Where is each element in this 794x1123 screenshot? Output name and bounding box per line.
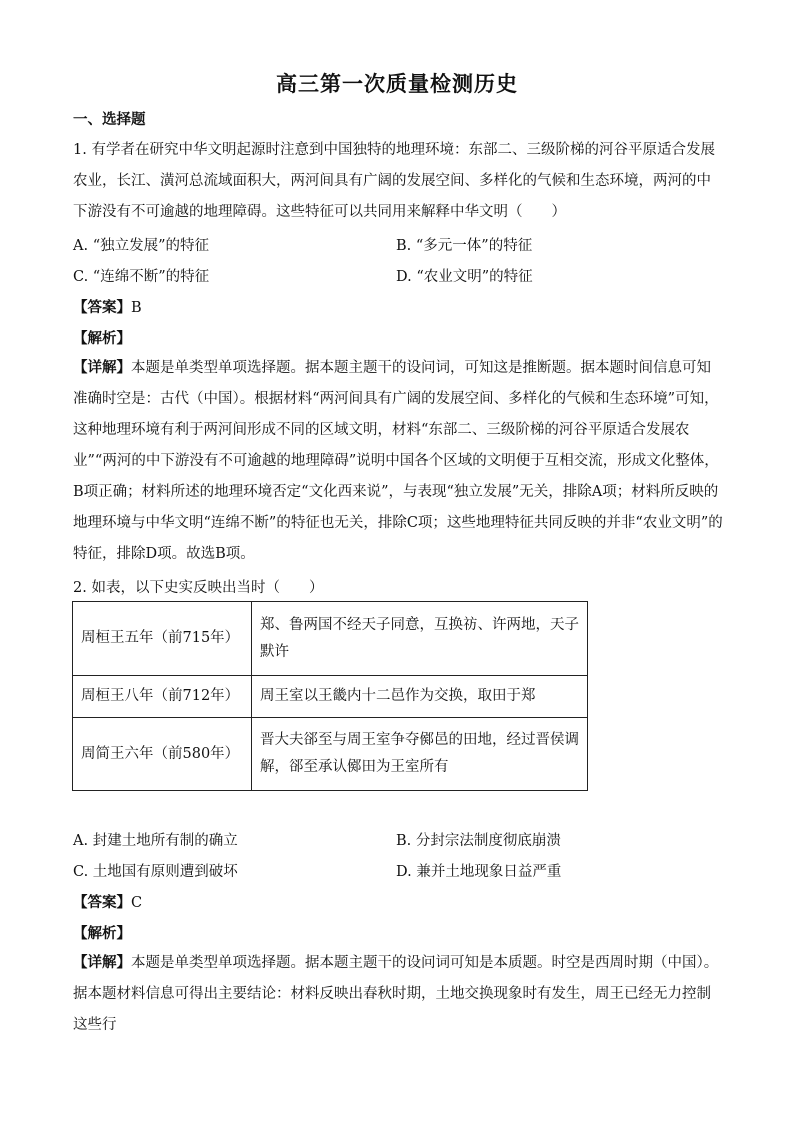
question-2-analysis-tag: 【解析】 <box>73 925 131 942</box>
question-1-analysis-tag: 【解析】 <box>73 330 131 347</box>
detail-text: 本题是单类型单项选择题。据本题主题干的设问词可知是本质题。时空是西周时期（中国）。据本题材料信息可得出主要结论：材料反映出春秋时期，土地交换现象时有发生，周王已经无力控制这些行 <box>73 955 719 1033</box>
answer-value: B <box>131 300 142 316</box>
table-cell-event: 周王室以王畿内十二邑作为交换，取田于郑 <box>252 676 588 718</box>
question-1-stem: 1. 有学者在研究中华文明起源时注意到中国独特的地理环境：东部二、三级阶梯的河谷平原适合发展农业，长江、潢河总流域面积大，两河间具有广阔的发展空间、多样化的气候和生态环境，两河的中下游没有不可逾越的地理障碍。这些特征可以共同用来解释中华文明（ ） <box>73 142 715 220</box>
question-1-option-a: A. “独立发展”的特征 <box>73 238 210 254</box>
detail-text: 本题是单类型单项选择题。据本题主题干的设问词，可知这是推断题。据本题时间信息可知准确时空是：古代（中国）。根据材料“两河间具有广阔的发展空间、多样化的气候和生态环境”可知，这种地理环境有利于两河间形成不同的区域文明，材料“东部二、三级阶梯的河谷平原适合发展农业”“两河的中下游没有不可逾越的地理障碍”说明中国各个区域的文明便于互相交流，形成文化整体，B项正确；材料所述的地理环境否定“文化西来说”，与表现“独立发展”无关，排除A项；材料所反映的地理环境与中华文明“连绵不断”的特征也无关，排除C项；这些地理特征共同反映的并非“农业文明”的特征，排除D项。故选B项。 <box>73 360 723 562</box>
question-1-option-d: D. “农业文明”的特征 <box>396 269 533 285</box>
question-2-option-b: B. 分封宗法制度彻底崩溃 <box>396 833 561 849</box>
table-cell-time: 周桓王八年（前712年） <box>73 676 252 718</box>
detail-tag: 【详解】 <box>73 359 131 376</box>
table-cell-time: 周简王六年（前580年） <box>73 718 252 791</box>
question-2-stem: 2. 如表，以下史实反映出当时（ ） <box>73 580 324 596</box>
section-heading: 一、选择题 <box>73 111 146 128</box>
question-1-answer <box>73 296 142 317</box>
question-1-option-b: B. “多元一体”的特征 <box>396 238 533 254</box>
answer-value: C <box>131 895 143 911</box>
question-2-option-a: A. 封建土地所有制的确立 <box>73 833 238 849</box>
answer-tag: 【答案】 <box>73 299 131 316</box>
table-row <box>73 718 588 791</box>
detail-tag: 【详解】 <box>73 954 131 971</box>
question-2-option-c: C. 土地国有原则遭到破坏 <box>73 864 238 880</box>
question-1-option-c: C. “连绵不断”的特征 <box>73 269 210 285</box>
question-1-detail <box>73 352 723 570</box>
table-cell-time: 周桓王五年（前715年） <box>73 602 252 676</box>
question-2-option-d: D. 兼并土地现象日益严重 <box>396 864 562 880</box>
history-table <box>72 601 588 791</box>
question-2-detail <box>73 947 723 1041</box>
table-cell-event: 郑、鲁两国不经天子同意，互换祊、许两地，天子默许 <box>252 602 588 676</box>
answer-tag: 【答案】 <box>73 894 131 911</box>
table-row <box>73 602 588 676</box>
document-title: 高三第一次质量检测历史 <box>276 71 518 96</box>
table-row <box>73 676 588 718</box>
question-2-answer <box>73 891 142 912</box>
table-cell-event: 晋大夫郤至与周王室争夺鄇邑的田地，经过晋侯调解，郤至承认鄇田为王室所有 <box>252 718 588 791</box>
